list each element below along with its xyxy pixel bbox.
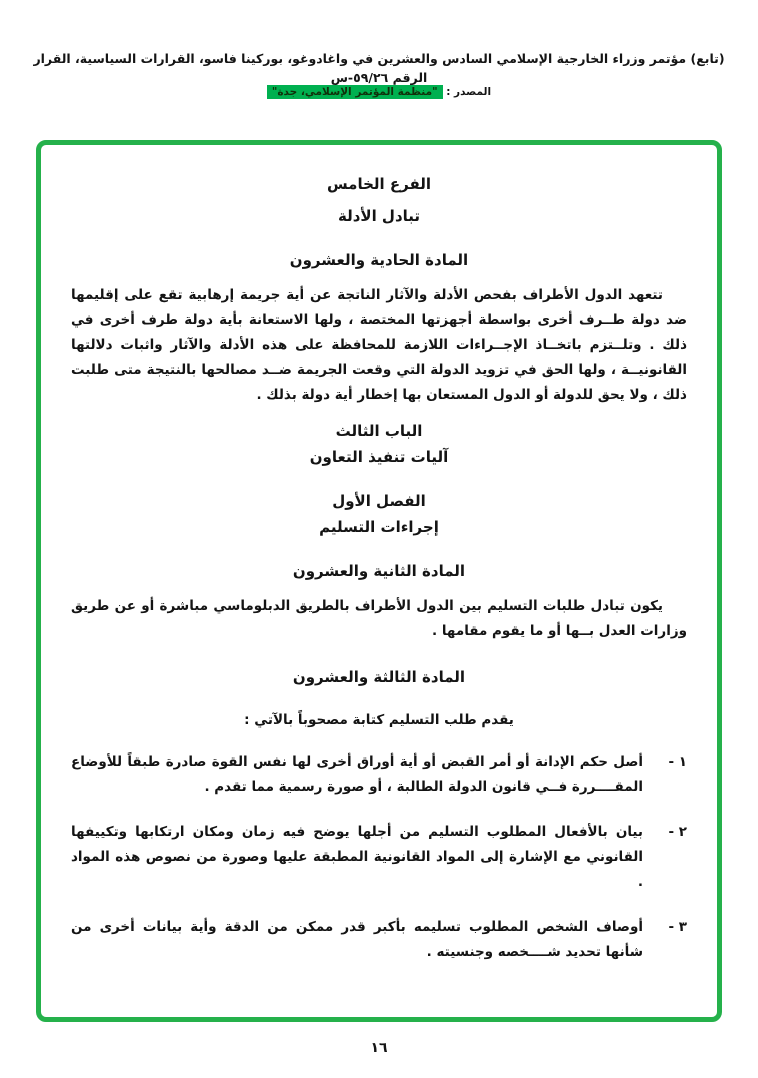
chapter-three-subtitle: آليات تنفيذ التعاون: [309, 448, 449, 466]
list-item-marker: ١ -: [668, 754, 687, 770]
list-item-text: أصل حكم الإدانة أو أمر القبض أو أية أوراق أخرى لها نفس القوة صادرة طبقاً للأوضاع المقــــررة فــي قانون الدولة الطالبة ، أو صورة رسمية مما تقدم .: [71, 754, 643, 795]
list-item-text: أوصاف الشخص المطلوب تسليمه بأكبر قدر ممكن من الدقة وأية بيانات أخرى من شأنها تحديد شــــخصه وجنسيته .: [71, 919, 643, 960]
content-frame: [36, 140, 722, 1022]
source-label: المصدر :: [446, 86, 492, 98]
chapter-three-title: الباب الثالث: [335, 422, 423, 440]
page-number: ١٦: [370, 1040, 388, 1056]
part-one-title: الفصل الأول: [332, 492, 426, 510]
source-line: [0, 86, 758, 98]
part-one-subtitle: إجراءات التسليم: [319, 518, 439, 536]
article-22-body: يكون تبادل طلبات التسليم بين الدول الأطراف بالطريق الدبلوماسي مباشرة أو عن طريق وزارات العدل بــها أو ما يقوم مقامها .: [71, 598, 687, 639]
article-22-title: المادة الثانية والعشرون: [292, 562, 466, 580]
list-item-marker: ٢ -: [668, 824, 687, 840]
list-item-text: بيان بالأفعال المطلوب التسليم من أجلها يوضح فيه زمان ومكان ارتكابها وتكييفها القانوني مع الإشارة إلى المواد القانونية المطبقة عليها وصورة من نصوص هذه المواد .: [71, 824, 643, 890]
section-five-title: الفرع الخامس: [326, 175, 432, 193]
list-item: [71, 915, 687, 965]
article-23-intro: يقدم طلب التسليم كتابة مصحوباً بالآتي :: [244, 712, 514, 728]
list-item-marker: ٣ -: [668, 919, 687, 935]
document-header-line: (تابع) مؤتمر وزراء الخارجية الإسلامي السادس والعشرين في واغادوغو، بوركينا فاسو، القرارات السياسية، القرار الرقم ٥٩/٢٦-س: [33, 51, 725, 85]
section-five-subtitle: تبادل الأدلة: [337, 207, 421, 225]
article-21-title: المادة الحادية والعشرون: [289, 251, 469, 269]
article-21-body: تتعهد الدول الأطراف بفحص الأدلة والآثار الناتجة عن أية جريمة إرهابية تقع على إقليمها ضد دولة طــرف أخرى بواسطة أجهزتها المختصة ، ولها الاستعانة بأية دولة طرف أخرى في ذلك . وتلــتزم باتخــاذ الإجــراءات اللازمة للمحافظة على هذه الأدلة والآثار واثبات دلالتها القانونيــة ، ولها الحق في تزويد الدولة التي وقعت الجريمة ضــد مصالحها بالنتيجة متى طلبت ذلك ، ولا يحق للدولة أو الدول المستعان بها إخطار أية دولة بذلك .: [71, 287, 687, 403]
source-value-highlight: "منظمة المؤتمر الإسلامي، جدة": [267, 85, 443, 99]
article-23-title: المادة الثالثة والعشرون: [292, 668, 466, 686]
article-23-list: [71, 750, 687, 965]
list-item: [71, 820, 687, 895]
list-item: [71, 750, 687, 800]
